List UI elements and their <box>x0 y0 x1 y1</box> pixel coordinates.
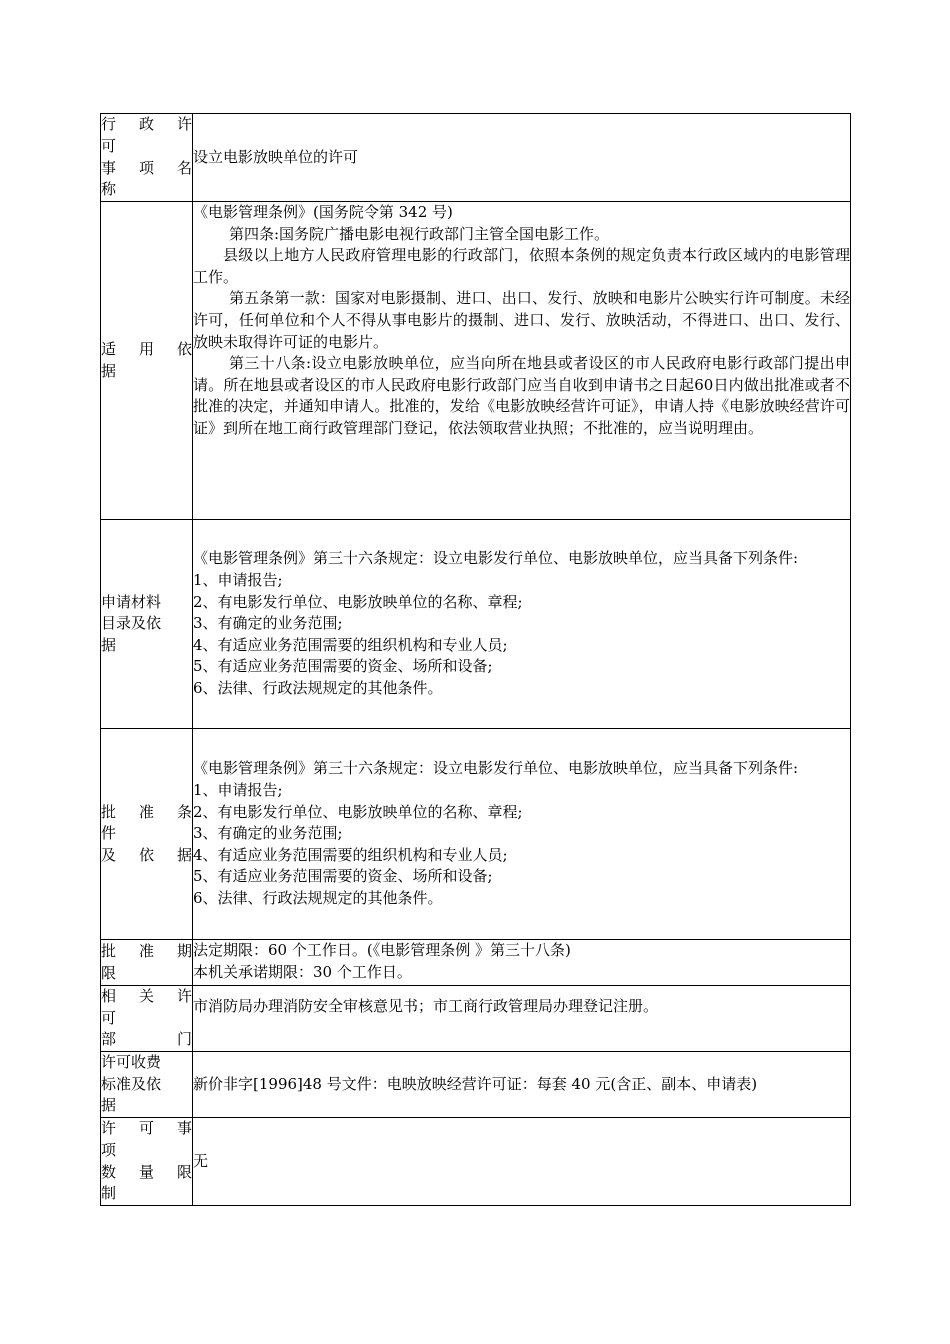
label-line: 适 用 依 <box>101 339 192 358</box>
label-line: 件 <box>101 824 117 843</box>
label-line: 批 准 条 <box>101 802 192 821</box>
table-row-related-departments <box>101 986 851 1052</box>
content-paragraph: 县级以上地方人民政府管理电影的行政部门，依照本条例的规定负责本行政区域内的电影管理工作。 <box>193 246 850 286</box>
content-paragraph: 法定期限：60 个工作日。(《电影管理条例 》第三十八条) <box>193 941 571 959</box>
row-content <box>193 729 851 940</box>
label-line: 可 <box>101 1008 117 1027</box>
label-line: 批 准 期 <box>101 941 192 960</box>
content-paragraph: 新价非字[1996]48 号文件：电映放映经营许可证：每套 40 元(含正、副本、申请表) <box>193 1074 758 1093</box>
table-row-legal-basis <box>101 202 851 520</box>
row-content <box>193 940 851 986</box>
label-line: 相 关 许 <box>101 987 192 1006</box>
label-line: 制 <box>101 1184 117 1203</box>
content-paragraph: 本机关承诺期限：30 个工作日。 <box>193 962 412 981</box>
label-line: 申请材料 <box>101 592 162 611</box>
label-line: 项 <box>101 1140 117 1159</box>
table-row-fee-standard <box>101 1052 851 1118</box>
row-label <box>101 114 193 202</box>
content-paragraph: 3、有确定的业务范围; <box>193 824 343 843</box>
table-row-item-name <box>101 114 851 202</box>
row-content <box>193 986 851 1052</box>
content-paragraph: 5、有适应业务范围需要的资金、场所和设备; <box>193 867 493 886</box>
content-paragraph: 6、法律、行政法规规定的其他条件。 <box>193 678 443 697</box>
license-info-table <box>100 113 851 1206</box>
label-line: 可 <box>101 136 117 155</box>
label-line: 事 项 名 <box>101 158 192 177</box>
row-label <box>101 986 193 1052</box>
label-line: 限 <box>101 963 117 982</box>
content-paragraph: 4、有适应业务范围需要的组织机构和专业人员; <box>193 845 508 864</box>
label-line: 据 <box>101 361 117 380</box>
label-line: 目录及依 <box>101 614 162 633</box>
row-label <box>101 729 193 940</box>
row-label <box>101 1118 193 1206</box>
content-paragraph: 《电影管理条例》第三十六条规定：设立电影发行单位、电影放映单位，应当具备下列条件: <box>193 759 799 778</box>
content-paragraph: 第五条第一款：国家对电影摄制、进口、出口、发行、放映和电影片公映实行许可制度。未经许可，任何单位和个人不得从事电影片的摄制、进口、发行、放映活动，不得进口、出口、发行、放映未取得许可证的电影片。 <box>193 289 850 351</box>
label-line: 部 门 <box>101 1030 192 1049</box>
table-row-approval-conditions <box>101 729 851 940</box>
content-paragraph: 2、有电影发行单位、电影放映单位的名称、章程; <box>193 802 523 821</box>
content-paragraph: 第四条:国务院广播电影电视行政部门主管全国电影工作。 <box>229 224 610 243</box>
label-line: 许可收费 <box>101 1053 162 1072</box>
table-row-approval-period <box>101 940 851 986</box>
table-row-quantity-limit <box>101 1118 851 1206</box>
row-content <box>193 202 851 520</box>
table-row-application-materials <box>101 520 851 729</box>
content-paragraph: 市消防局办理消防安全审核意见书；市工商行政管理局办理登记注册。 <box>193 997 659 1015</box>
content-paragraph: 无 <box>193 1151 209 1170</box>
row-content <box>193 1052 851 1118</box>
label-line: 行 政 许 <box>101 115 192 134</box>
content-paragraph: 3、有确定的业务范围; <box>193 614 343 633</box>
content-paragraph: 5、有适应业务范围需要的资金、场所和设备; <box>193 657 493 676</box>
content-paragraph: 2、有电影发行单位、电影放映单位的名称、章程; <box>193 592 523 611</box>
label-line: 许 可 事 <box>101 1119 192 1138</box>
row-content <box>193 1118 851 1206</box>
row-label <box>101 1052 193 1118</box>
label-line: 据 <box>101 635 117 654</box>
label-line: 标准及依 <box>101 1074 162 1093</box>
content-paragraph: 1、申请报告; <box>193 781 283 800</box>
label-line: 称 <box>101 180 117 199</box>
content-paragraph: 第三十八条:设立电影放映单位，应当向所在地县或者设区的市人民政府电影行政部门提出申请。所在地县或者设区的市人民政府电影行政部门应当自收到申请书之日起60日内做出批准或者不批准的决定，并通知申请人。批准的，发给《电影放映经营许可证》，申请人持《电影放映经营许可证》到所在地工商行政管理部门登记，依法领取营业执照；不批准的，应当说明理由。 <box>193 354 850 437</box>
label-line: 据 <box>101 1096 117 1115</box>
content-paragraph: 1、申请报告; <box>193 571 283 590</box>
row-content <box>193 114 851 202</box>
content-paragraph: 4、有适应业务范围需要的组织机构和专业人员; <box>193 635 508 654</box>
content-paragraph: 《电影管理条例》第三十六条规定：设立电影发行单位、电影放映单位，应当具备下列条件: <box>193 549 799 568</box>
row-content <box>193 520 851 729</box>
row-label <box>101 202 193 520</box>
row-label <box>101 520 193 729</box>
content-paragraph: 《电影管理条例》(国务院令第 342 号) <box>193 203 453 221</box>
row-label <box>101 940 193 986</box>
content-paragraph: 6、法律、行政法规规定的其他条件。 <box>193 888 443 907</box>
content-paragraph: 设立电影放映单位的许可 <box>193 147 359 166</box>
label-line: 数 量 限 <box>101 1162 192 1181</box>
label-line: 及 依 据 <box>101 845 192 864</box>
